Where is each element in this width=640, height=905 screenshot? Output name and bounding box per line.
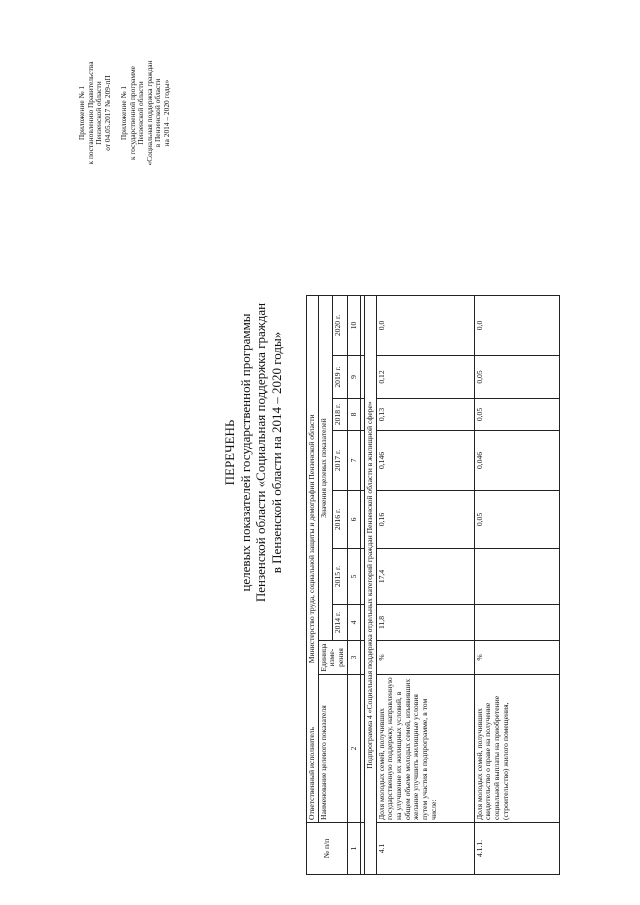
appendix-2-line: на 2014 – 2020 годы» [161, 79, 171, 147]
value-cell: 17,4 [376, 549, 474, 605]
year-header: 2016 г. [333, 491, 348, 549]
value-cell: 0,05 [474, 356, 559, 399]
unit-cell: % [474, 641, 559, 675]
year-header: 2019 г. [333, 356, 348, 399]
title-line: Пензенской области «Социальная поддержка граждан [253, 302, 269, 603]
value-cell: 0,05 [474, 491, 559, 549]
year-header: 2018 г. [333, 399, 348, 431]
header-executor: Ответственный исполнитель [307, 727, 316, 820]
title-line: в Пензенской области на 2014 – 2020 годы» [268, 331, 284, 574]
value-cell: 0,0 [474, 296, 559, 356]
value-cell [474, 605, 559, 641]
table-row [474, 296, 559, 875]
indicator-name: Доля молодых семей, получивших государственную поддержку, направленную на улучшение их жилищных условий, в общем объеме молодых семей, изъявивших желание улучшить жилищные условия путем участия в подпрограмме, в том числе: [376, 675, 474, 823]
value-cell: 0,13 [376, 399, 474, 431]
subprogram-row: Подпрограмма 4 «Социальная поддержка отдельных категорий граждан Пензенской области в жилищной сфере» [364, 296, 376, 875]
header-executor-row [307, 296, 319, 823]
column-number: 8 [347, 399, 360, 431]
appendix-2-line: Приложение № 1 [119, 85, 129, 141]
executor-value: Министерство труда, социальной защиты и демографии Пензенской области [307, 414, 316, 664]
column-number: 2 [347, 675, 360, 823]
unit-cell: % [376, 641, 474, 675]
header-unit: Единица изме-рения [318, 641, 347, 675]
row-number: 4.1 [376, 823, 474, 875]
column-number: 10 [347, 296, 360, 356]
year-header: 2014 г. [333, 605, 348, 641]
value-cell: 11,8 [376, 605, 474, 641]
appendix-1-line: Приложение № 1 [77, 85, 86, 141]
indicator-name: Доля молодых семей, получивших свидетельство о праве на получение социальной выплаты на приобретение (строительство) жилого помещения, [474, 675, 559, 823]
table-row [376, 296, 474, 875]
value-cell: 0,146 [376, 431, 474, 491]
row-number: 4.1.1. [474, 823, 559, 875]
value-cell: 0,05 [474, 399, 559, 431]
year-header: 2017 г. [333, 431, 348, 491]
header-values: Значения целевых показателей [318, 296, 333, 641]
header-indicator: Наименование целевого показателя [318, 675, 347, 823]
appendix-1-line: Пензенской области [94, 81, 104, 145]
year-header: 2020 г. [333, 296, 348, 356]
appendix-2-line: в Пензенской области [153, 78, 163, 148]
value-cell: 0,046 [474, 431, 559, 491]
appendix-header [78, 38, 171, 188]
indicators-table [306, 295, 560, 875]
title-line: ПЕРЕЧЕНЬ [222, 419, 237, 486]
appendix-1-line: к постановлению Правительства [85, 61, 95, 165]
header-no: № п/п [307, 823, 348, 875]
value-cell: 0,12 [376, 356, 474, 399]
appendix-2-line: Пензенской области [136, 81, 146, 145]
value-cell: 0,0 [376, 296, 474, 356]
appendix-2-line: «Социальная поддержка граждан [144, 60, 154, 166]
document-title [222, 0, 284, 905]
appendix-1-line: от 04.05.2017 № 209-пП [102, 75, 112, 151]
value-cell: 0,16 [376, 491, 474, 549]
column-number: 1 [347, 823, 360, 875]
column-number: 3 [347, 641, 360, 675]
column-number: 9 [347, 356, 360, 399]
title-line: целевых показателей государственной программы [237, 313, 253, 592]
column-number: 6 [347, 491, 360, 549]
value-cell [474, 549, 559, 605]
column-number: 4 [347, 605, 360, 641]
appendix-2-line: к государственной программе [127, 66, 137, 160]
column-number: 7 [347, 431, 360, 491]
year-header: 2015 г. [333, 549, 348, 605]
column-number: 5 [347, 549, 360, 605]
